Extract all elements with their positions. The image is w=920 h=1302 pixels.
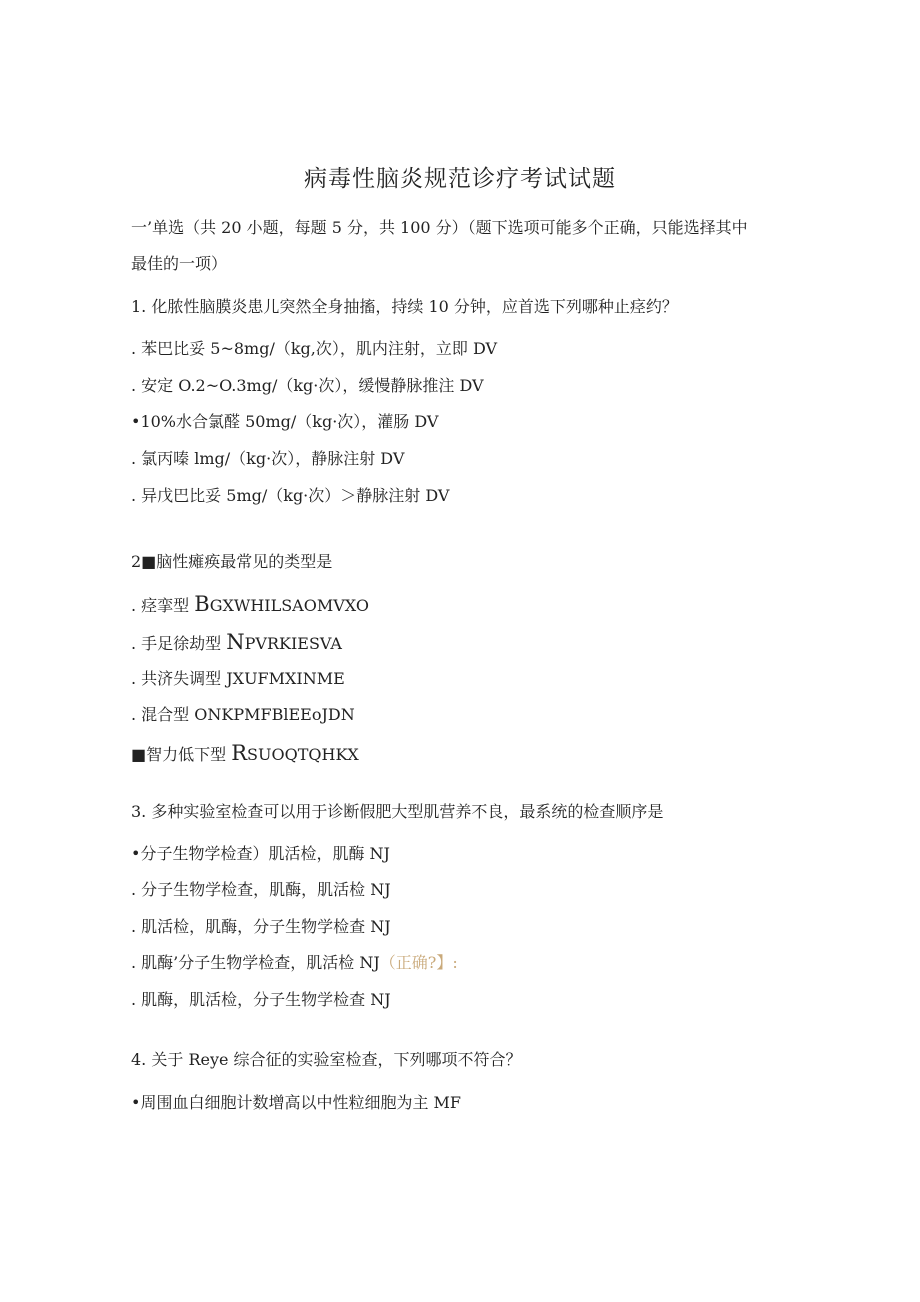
option-prefix: ■智力低下型: [131, 745, 232, 764]
section-header-line-2: 最佳的一项）: [131, 254, 228, 273]
option-code-lead: B: [194, 592, 210, 616]
page-title: 病毒性脑炎规范诊疗考试试题: [304, 166, 616, 192]
question-3-stem: 3. 多种实验室检查可以用于诊断假肥大型肌营养不良，最系统的检查顺序是: [131, 802, 664, 821]
question-1-option-c: •10%水合氯醛 50mg/（kg·次），灌肠 DV: [131, 412, 439, 431]
option-code: ONKPMFBlEEoJDN: [194, 705, 355, 724]
option-code: GXWHILSAOMVXO: [209, 596, 370, 615]
option-prefix: . 手足徐劫型: [131, 634, 227, 653]
option-code: SUOQTQHKX: [247, 745, 359, 764]
question-1-option-b: . 安定 O.2~O.3mg/（kg·次），缓慢静脉推注 DV: [131, 376, 484, 395]
question-3-option-b: . 分子生物学检查，肌酶，肌活检 NJ: [131, 880, 391, 899]
question-4-option-a: •周围血白细胞计数增高以中性粒细胞为主 MF: [131, 1093, 462, 1112]
question-3-option-a: •分子生物学检查）肌活检，肌酶 NJ: [131, 844, 390, 863]
option-text: . 肌酶’分子生物学检查，肌活检 NJ: [131, 953, 380, 972]
question-4-stem: 4. 关于 Reye 综合征的实验室检查，下列哪项不符合？: [131, 1050, 522, 1069]
option-prefix: . 痉挛型: [131, 596, 195, 615]
answer-note: （正确?】:: [379, 953, 458, 972]
question-1-option-a: . 苯巴比妥 5~8mg/（kg,次），肌内注射，立即 DV: [131, 339, 498, 358]
option-prefix: . 混合型: [131, 705, 195, 724]
option-code: JXUFMXINME: [226, 669, 345, 688]
option-code: PVRKIESVA: [244, 634, 342, 653]
question-1-option-d: . 氯丙嗪 lmg/（kg·次），静脉注射 DV: [131, 449, 405, 468]
question-3-option-c: . 肌活检，肌酶，分子生物学检查 NJ: [131, 917, 391, 936]
question-2-option-d: [131, 703, 355, 727]
option-prefix: . 共济失调型: [131, 669, 227, 688]
option-code-lead: R: [231, 741, 248, 765]
question-2-option-e: [131, 741, 359, 767]
question-2-option-b: [131, 630, 342, 656]
question-2-option-c: [131, 667, 345, 691]
question-3-option-e: . 肌酶，肌活检，分子生物学检查 NJ: [131, 990, 391, 1009]
section-header-line-1: 一’单选（共 20 小题，每题 5 分，共 100 分）（题下选项可能多个正确，只能选择其中: [131, 218, 748, 237]
question-3-option-d: [131, 951, 458, 975]
option-code-lead: N: [226, 630, 245, 654]
question-2-option-a: [131, 592, 369, 618]
question-1-stem: 1. 化脓性脑膜炎患儿突然全身抽搐，持续 10 分钟，应首选下列哪种止痉约？: [131, 297, 678, 316]
question-2-stem: 2■脑性瘫痪最常见的类型是: [131, 552, 333, 571]
question-1-option-e: . 异戊巴比妥 5mg/（kg·次）＞静脉注射 DV: [131, 486, 450, 505]
